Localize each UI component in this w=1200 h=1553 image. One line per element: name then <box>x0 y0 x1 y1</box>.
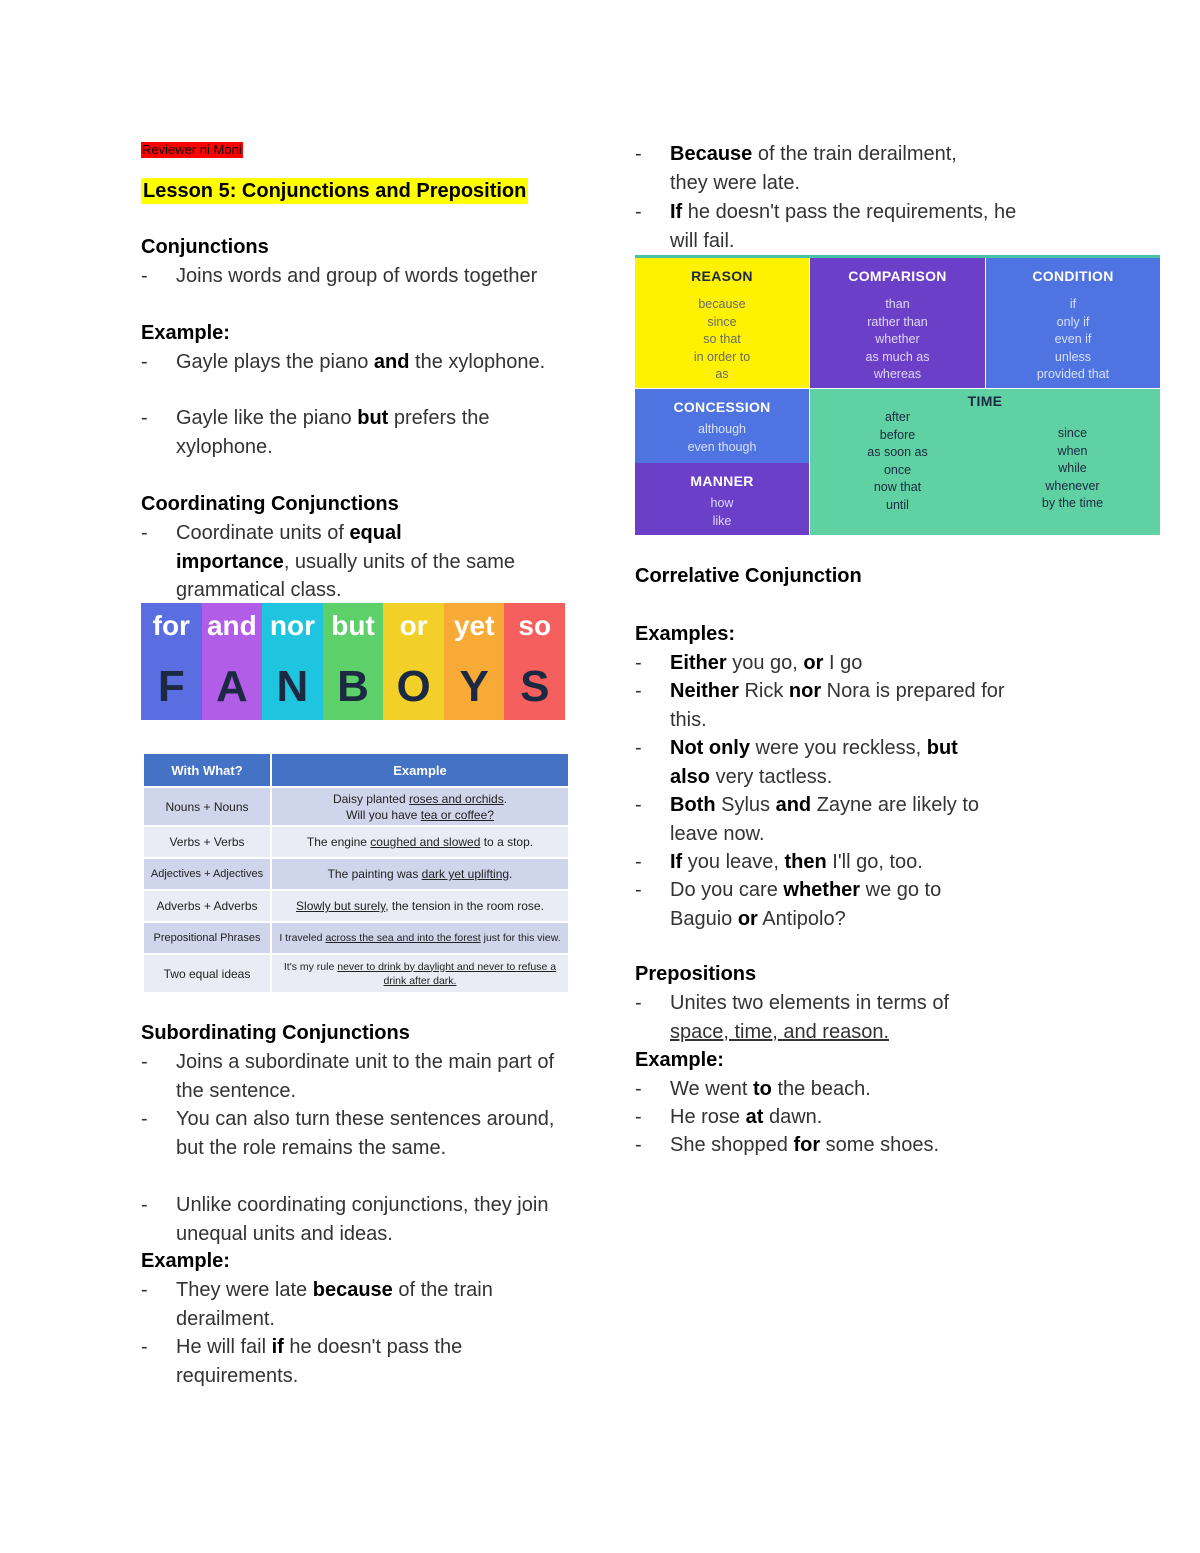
coordination-table <box>144 754 570 992</box>
subordinating-example-3: - Because of the train derailment, they were late. <box>670 140 1000 197</box>
condition-items: if only if even if unless provided that <box>1036 297 1110 381</box>
reason-title: REASON <box>691 268 753 284</box>
correlative-example-2: - Neither Rick nor Nora is prepared for this. <box>670 677 1010 734</box>
table-cell-type: Adverbs + Adverbs <box>144 890 271 922</box>
fanboys-column <box>202 603 263 720</box>
manner-items: how like <box>710 496 734 528</box>
concession-items: although even though <box>687 422 757 454</box>
fanboys-column <box>141 603 202 720</box>
correlative-example-label: Examples: <box>635 623 736 645</box>
reason-items: because since so that in order to as <box>693 297 751 381</box>
subordinating-types-grid <box>635 255 1160 535</box>
fanboys-word: and <box>206 610 257 641</box>
fanboys-word: or <box>399 610 428 641</box>
reason-block <box>635 258 809 388</box>
table-row <box>144 787 569 826</box>
fanboys-word: so <box>518 610 552 641</box>
table-row <box>144 826 569 858</box>
fanboys-word: for <box>152 610 190 641</box>
fanboys-banner <box>141 603 565 720</box>
table-cell-type: Adjectives + Adjectives <box>144 858 271 890</box>
prepositions-example-label: Example: <box>635 1049 724 1071</box>
subordinating-example-label: Example: <box>141 1250 230 1272</box>
subordinating-example-4: - If he doesn't pass the requirements, he will fail. <box>670 198 1030 255</box>
conjunctions-example-2: - Gayle like the piano but prefers the xylophone. <box>176 404 586 461</box>
table-cell-example: It's my rule never to drink by daylight and never to refuse a drink after dark. <box>271 954 569 992</box>
table-cell-example: Daisy planted roses and orchids. Will you have tea or coffee? <box>271 787 569 826</box>
condition-block <box>986 258 1160 388</box>
fanboys-column <box>383 603 444 720</box>
correlative-example-1: - Either you go, or I go <box>670 649 1150 678</box>
prepositions-example-2: - He rose at dawn. <box>670 1103 1150 1132</box>
condition-title: CONDITION <box>1032 268 1114 284</box>
table-row <box>144 858 569 890</box>
concession-title: CONCESSION <box>673 399 771 415</box>
subordinating-example-2: - He will fail if he doesn't pass the requirements. <box>176 1333 586 1390</box>
time-title: TIME <box>967 393 1003 409</box>
table-header-with-what: With What? <box>144 754 271 787</box>
prepositions-definition: - Unites two elements in terms of space, time, and reason. <box>670 989 985 1046</box>
subordinating-bullet-3: - Unlike coordinating conjunctions, they join unequal units and ideas. <box>176 1191 586 1248</box>
comparison-block <box>810 258 985 388</box>
conjunctions-example-label: Example: <box>141 322 230 344</box>
fanboys-letter: O <box>396 662 431 711</box>
coordinating-definition: - Coordinate units of equal importance, usually units of the same grammatical class. <box>176 519 516 605</box>
subordinating-bullet-1: - Joins a subordinate unit to the main part of the sentence. <box>176 1048 586 1105</box>
fanboys-column <box>504 603 565 720</box>
prepositions-heading: Prepositions <box>635 963 757 985</box>
correlative-example-5: - If you leave, then I'll go, too. <box>670 848 1150 877</box>
lesson-title: Lesson 5: Conjunctions and Preposition <box>143 180 527 202</box>
table-cell-type: Verbs + Verbs <box>144 826 271 858</box>
table-row <box>144 922 569 954</box>
fanboys-column <box>323 603 384 720</box>
conjunctions-heading: Conjunctions <box>141 236 269 258</box>
fanboys-column <box>444 603 505 720</box>
prepositions-example-3: - She shopped for some shoes. <box>670 1131 1150 1160</box>
fanboys-word: but <box>331 610 375 641</box>
fanboys-column <box>262 603 323 720</box>
table-row <box>144 954 569 992</box>
fanboys-letter: S <box>520 662 550 711</box>
table-cell-type: Prepositional Phrases <box>144 922 271 954</box>
fanboys-letter: Y <box>459 662 489 711</box>
fanboys-letter: N <box>276 662 309 711</box>
correlative-example-3: - Not only were you reckless, but also very tactless. <box>670 734 1000 791</box>
table-row <box>144 890 569 922</box>
time-items-b: since when while whenever by the time <box>1041 426 1104 510</box>
coordinating-heading: Coordinating Conjunctions <box>141 493 399 515</box>
table-cell-example: Slowly but surely, the tension in the room rose. <box>271 890 569 922</box>
manner-block <box>635 463 809 535</box>
manner-title: MANNER <box>690 473 754 489</box>
table-cell-example: The painting was dark yet uplifting. <box>271 858 569 890</box>
fanboys-letter: B <box>337 662 369 711</box>
time-items-a: after before as soon as once now that until <box>867 410 928 512</box>
table-cell-example: The engine coughed and slowed to a stop. <box>271 826 569 858</box>
conjunctions-definition: - Joins words and group of words together <box>176 262 586 291</box>
fanboys-letter: F <box>157 662 185 711</box>
subordinating-example-1: - They were late because of the train derailment. <box>176 1276 586 1333</box>
comparison-title: COMPARISON <box>848 268 947 284</box>
table-cell-type: Two equal ideas <box>144 954 271 992</box>
subordinating-heading: Subordinating Conjunctions <box>141 1022 410 1044</box>
subordinating-bullet-2: - You can also turn these sentences around, but the role remains the same. <box>176 1105 586 1162</box>
table-header-example: Example <box>271 754 569 787</box>
prepositions-example-1: - We went to the beach. <box>670 1075 1150 1104</box>
correlative-example-4: - Both Sylus and Zayne are likely to leave now. <box>670 791 1015 848</box>
correlative-example-6: - Do you care whether we go to Baguio or Antipolo? <box>670 876 970 933</box>
correlative-heading: Correlative Conjunction <box>635 565 862 587</box>
concession-block <box>635 389 809 463</box>
reviewer-tag: Reviewer ni Moni <box>142 142 242 157</box>
fanboys-word: yet <box>453 610 495 641</box>
fanboys-word: nor <box>269 610 315 641</box>
conjunctions-example-1: - Gayle plays the piano and the xylophone. <box>176 348 586 377</box>
fanboys-letter: A <box>215 662 248 711</box>
table-cell-type: Nouns + Nouns <box>144 787 271 826</box>
time-block <box>810 389 1160 535</box>
comparison-items: than rather than whether as much as whereas <box>865 297 930 381</box>
table-cell-example: I traveled across the sea and into the forest just for this view. <box>271 922 569 954</box>
